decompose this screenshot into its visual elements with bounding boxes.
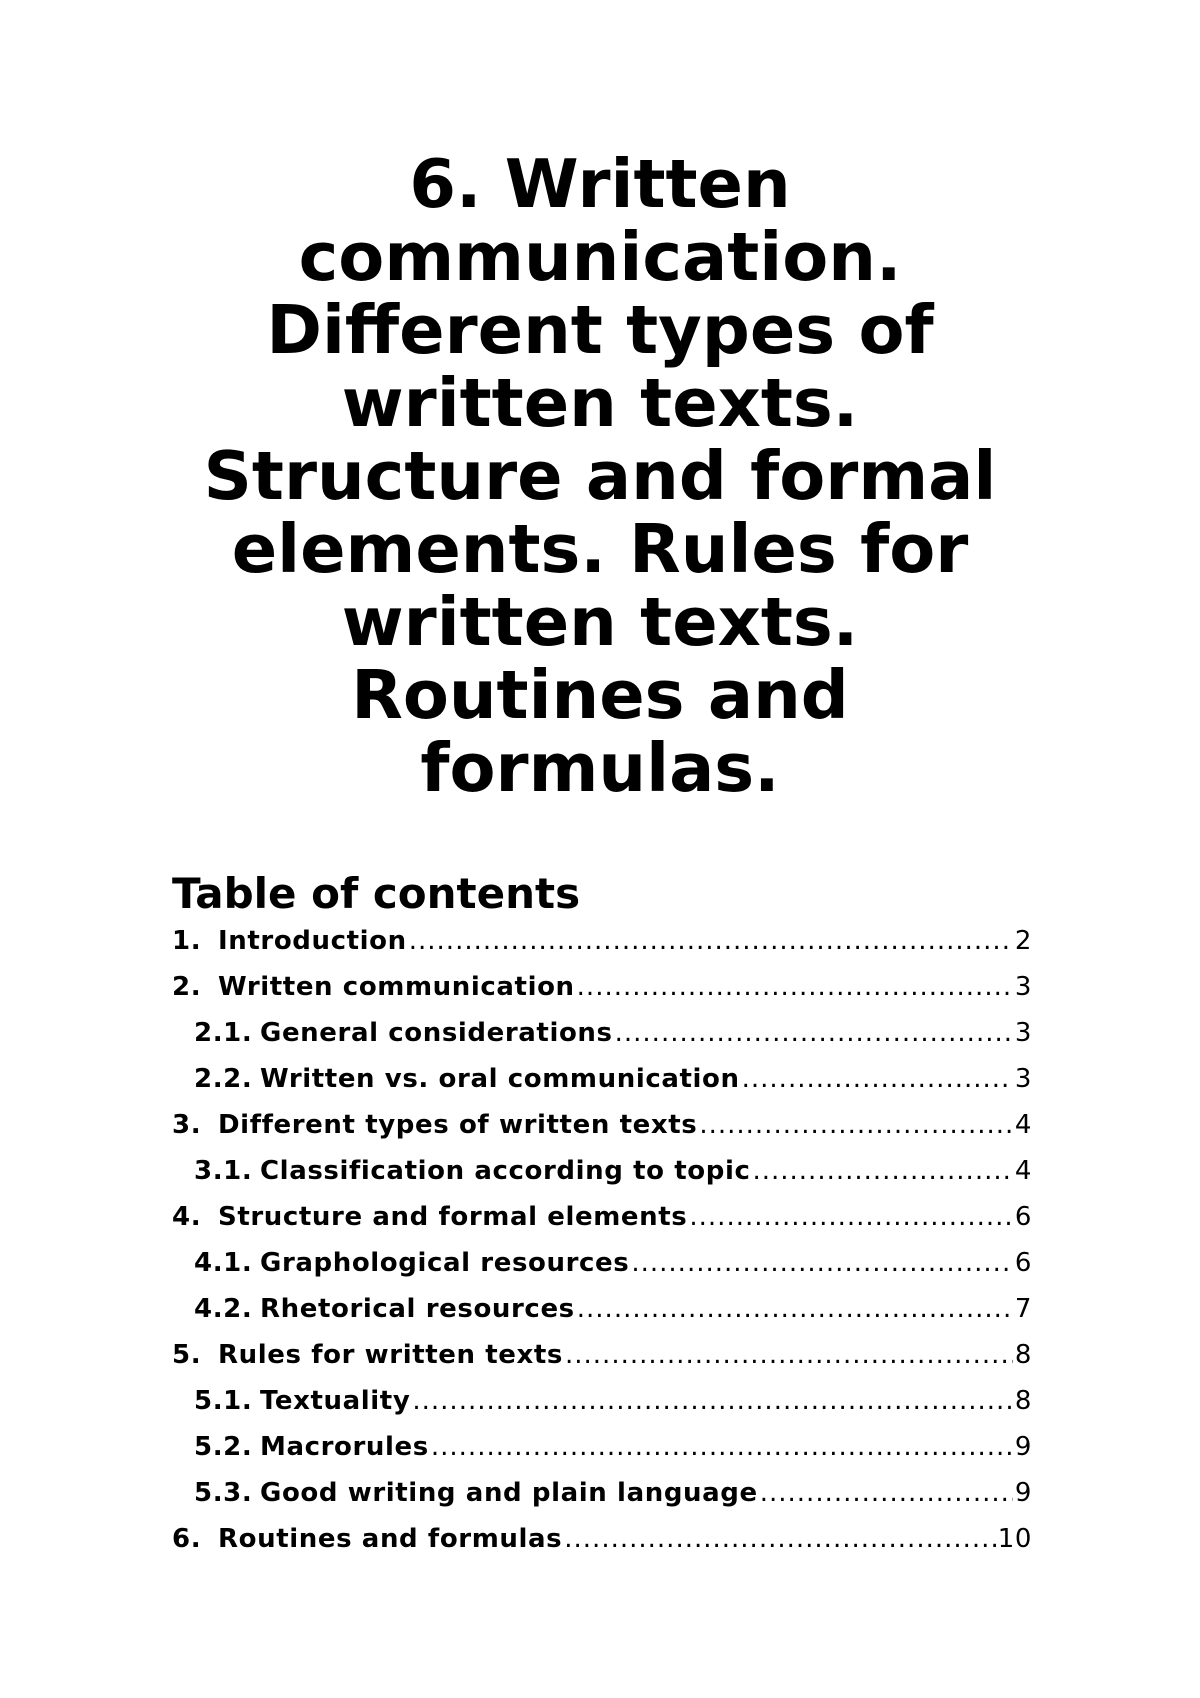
toc-entry-written-vs-oral[interactable]	[172, 1056, 1032, 1102]
toc-entry-rules-written-texts[interactable]	[172, 1332, 1032, 1378]
toc-entry-written-communication[interactable]	[172, 964, 1032, 1010]
toc-dot-leader	[752, 1148, 1012, 1194]
toc-dot-leader	[742, 1056, 1013, 1102]
toc-entry-number: 5.	[172, 1340, 202, 1370]
toc-dot-leader	[564, 1516, 995, 1562]
document-title: 6. Written communication. Different types of written texts. Structure and formal elements. Rules for written texts. Routines and formulas.	[203, 145, 997, 807]
toc-entry-structure-formal-elements[interactable]	[172, 1194, 1032, 1240]
toc-entry-page: 8	[1014, 1340, 1032, 1370]
toc-entry-label: Routines and formulas	[218, 1524, 563, 1554]
toc-entry-page: 6	[1014, 1202, 1032, 1232]
toc-entry-number: 5.1.	[194, 1386, 253, 1416]
toc-entry-label: Written communication	[218, 972, 575, 1002]
toc-entry-macrorules[interactable]	[172, 1424, 1032, 1470]
toc-entry-page: 4	[1014, 1156, 1032, 1186]
toc-dot-leader	[577, 1286, 1013, 1332]
toc-dot-leader	[409, 918, 1013, 964]
toc-entry-number: 3.	[172, 1110, 202, 1140]
toc-entry-label: Rhetorical resources	[260, 1294, 575, 1324]
toc-entry-page: 3	[1014, 1064, 1032, 1094]
toc-entry-number: 1.	[172, 926, 202, 956]
toc-entry-label: Rules for written texts	[218, 1340, 563, 1370]
toc-entry-label: Structure and formal elements	[218, 1202, 688, 1232]
toc-dot-leader	[760, 1470, 1013, 1516]
toc-entry-label: Good writing and plain language	[260, 1478, 758, 1508]
toc-entry-page: 9	[1014, 1432, 1032, 1462]
toc-dot-leader	[577, 964, 1013, 1010]
toc-entry-label: Introduction	[218, 926, 407, 956]
toc-dot-leader	[699, 1102, 1013, 1148]
toc-entry-introduction[interactable]	[172, 918, 1032, 964]
toc-entry-label: Textuality	[260, 1386, 411, 1416]
toc-entry-classification-topic[interactable]	[172, 1148, 1032, 1194]
toc-entry-page: 7	[1014, 1294, 1032, 1324]
toc-entry-page: 3	[1014, 1018, 1032, 1048]
toc-heading: Table of contents	[172, 869, 581, 918]
toc-entry-label: General considerations	[260, 1018, 613, 1048]
toc-entry-number: 4.1.	[194, 1248, 253, 1278]
toc-entry-number: 4.2.	[194, 1294, 253, 1324]
toc-entry-page: 2	[1014, 926, 1032, 956]
toc-entry-label: Classification according to topic	[260, 1156, 751, 1186]
toc-entry-label: Macrorules	[260, 1432, 429, 1462]
toc-entry-graphological-resources[interactable]	[172, 1240, 1032, 1286]
toc-entry-label: Graphological resources	[260, 1248, 630, 1278]
toc-dot-leader	[689, 1194, 1012, 1240]
toc-entry-number: 5.2.	[194, 1432, 253, 1462]
toc-dot-leader	[431, 1424, 1013, 1470]
toc-entry-page: 3	[1014, 972, 1032, 1002]
toc-entry-general-considerations[interactable]	[172, 1010, 1032, 1056]
toc-dot-leader	[615, 1010, 1013, 1056]
toc-entry-number: 2.2.	[194, 1064, 253, 1094]
toc-entry-types-of-texts[interactable]	[172, 1102, 1032, 1148]
toc-entry-number: 5.3.	[194, 1478, 253, 1508]
toc-dot-leader	[631, 1240, 1012, 1286]
toc-entry-number: 3.1.	[194, 1156, 253, 1186]
toc-entry-page: 9	[1014, 1478, 1032, 1508]
toc-entry-routines-formulas[interactable]	[172, 1516, 1032, 1562]
toc-entry-page: 6	[1014, 1248, 1032, 1278]
table-of-contents	[172, 918, 1032, 1562]
toc-entry-number: 2.1.	[194, 1018, 253, 1048]
toc-entry-good-writing[interactable]	[172, 1470, 1032, 1516]
toc-entry-label: Different types of written texts	[218, 1110, 698, 1140]
toc-dot-leader	[412, 1378, 1012, 1424]
toc-entry-number: 6.	[172, 1524, 202, 1554]
toc-entry-label: Written vs. oral communication	[260, 1064, 740, 1094]
toc-dot-leader	[565, 1332, 1013, 1378]
toc-entry-page: 10	[997, 1524, 1032, 1554]
toc-entry-textuality[interactable]	[172, 1378, 1032, 1424]
toc-entry-page: 8	[1014, 1386, 1032, 1416]
toc-entry-number: 4.	[172, 1202, 202, 1232]
toc-entry-page: 4	[1014, 1110, 1032, 1140]
toc-entry-number: 2.	[172, 972, 202, 1002]
toc-entry-rhetorical-resources[interactable]	[172, 1286, 1032, 1332]
